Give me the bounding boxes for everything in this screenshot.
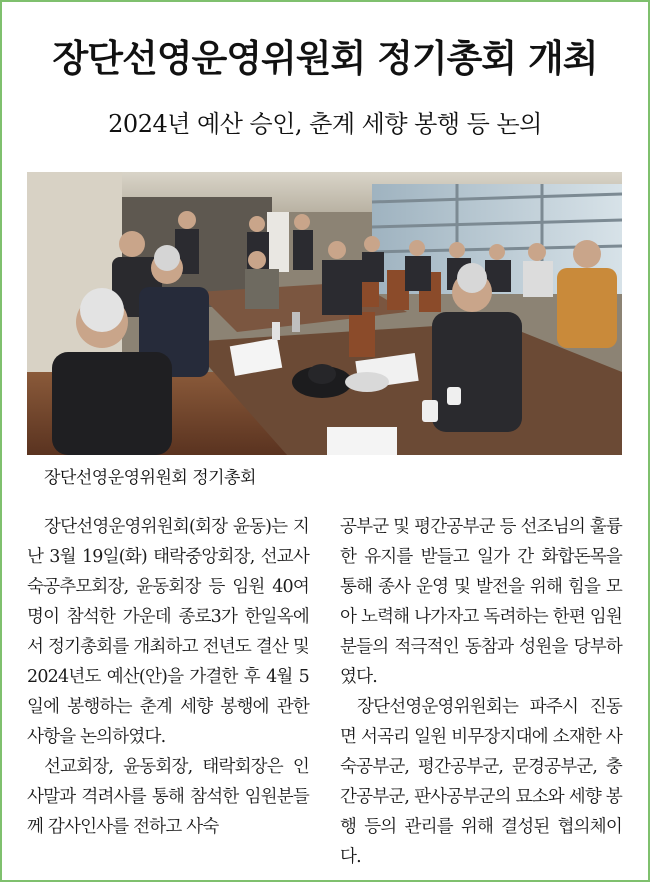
meeting-photo bbox=[27, 172, 622, 455]
article-headline: 장단선영운영위원회 정기총회 개최 bbox=[52, 37, 598, 80]
photo-caption: 장단선영운영위원회 정기총회 bbox=[44, 468, 256, 488]
article-body-right-column bbox=[340, 512, 622, 872]
body-paragraph: 장단선영운영위원회(회장 윤동)는 지난 3월 19일(화) 태락중앙회장, 선교사숙공추모회장, 윤동회장 등 임원 40여명이 참석한 가운데 종로3가 한일옥에서 정기총회를 개최하고 전년도 결산 및 2024년도 예산(안)을 가결한 후 4월 5일에 봉행하는 춘계 세향 봉행에 관한 사항을 논의하였다. bbox=[27, 517, 309, 747]
body-paragraph: 공부군 및 평간공부군 등 선조님의 훌륭한 유지를 받들고 일가 간 화합돈목을 통해 종사 운영 및 발전을 위해 힘을 모아 노력해 나가자고 독려하는 한편 임원분들의 적극적인 동참과 성원을 당부하였다. bbox=[340, 517, 622, 687]
article-body-left-column bbox=[27, 512, 309, 842]
body-paragraph: 선교회장, 윤동회장, 태락회장은 인사말과 격려사를 통해 참석한 임원분들께 감사인사를 전하고 사숙 bbox=[27, 757, 309, 837]
article-subheadline: 2024년 예산 승인, 춘계 세향 봉행 등 논의 bbox=[108, 110, 542, 138]
body-paragraph: 장단선영운영위원회는 파주시 진동면 서곡리 일원 비무장지대에 소재한 사숙공부군, 평간공부군, 문경공부군, 충간공부군, 판사공부군의 묘소와 세향 봉행 등의 관리를 위해 결성된 협의체이다. bbox=[340, 697, 622, 867]
